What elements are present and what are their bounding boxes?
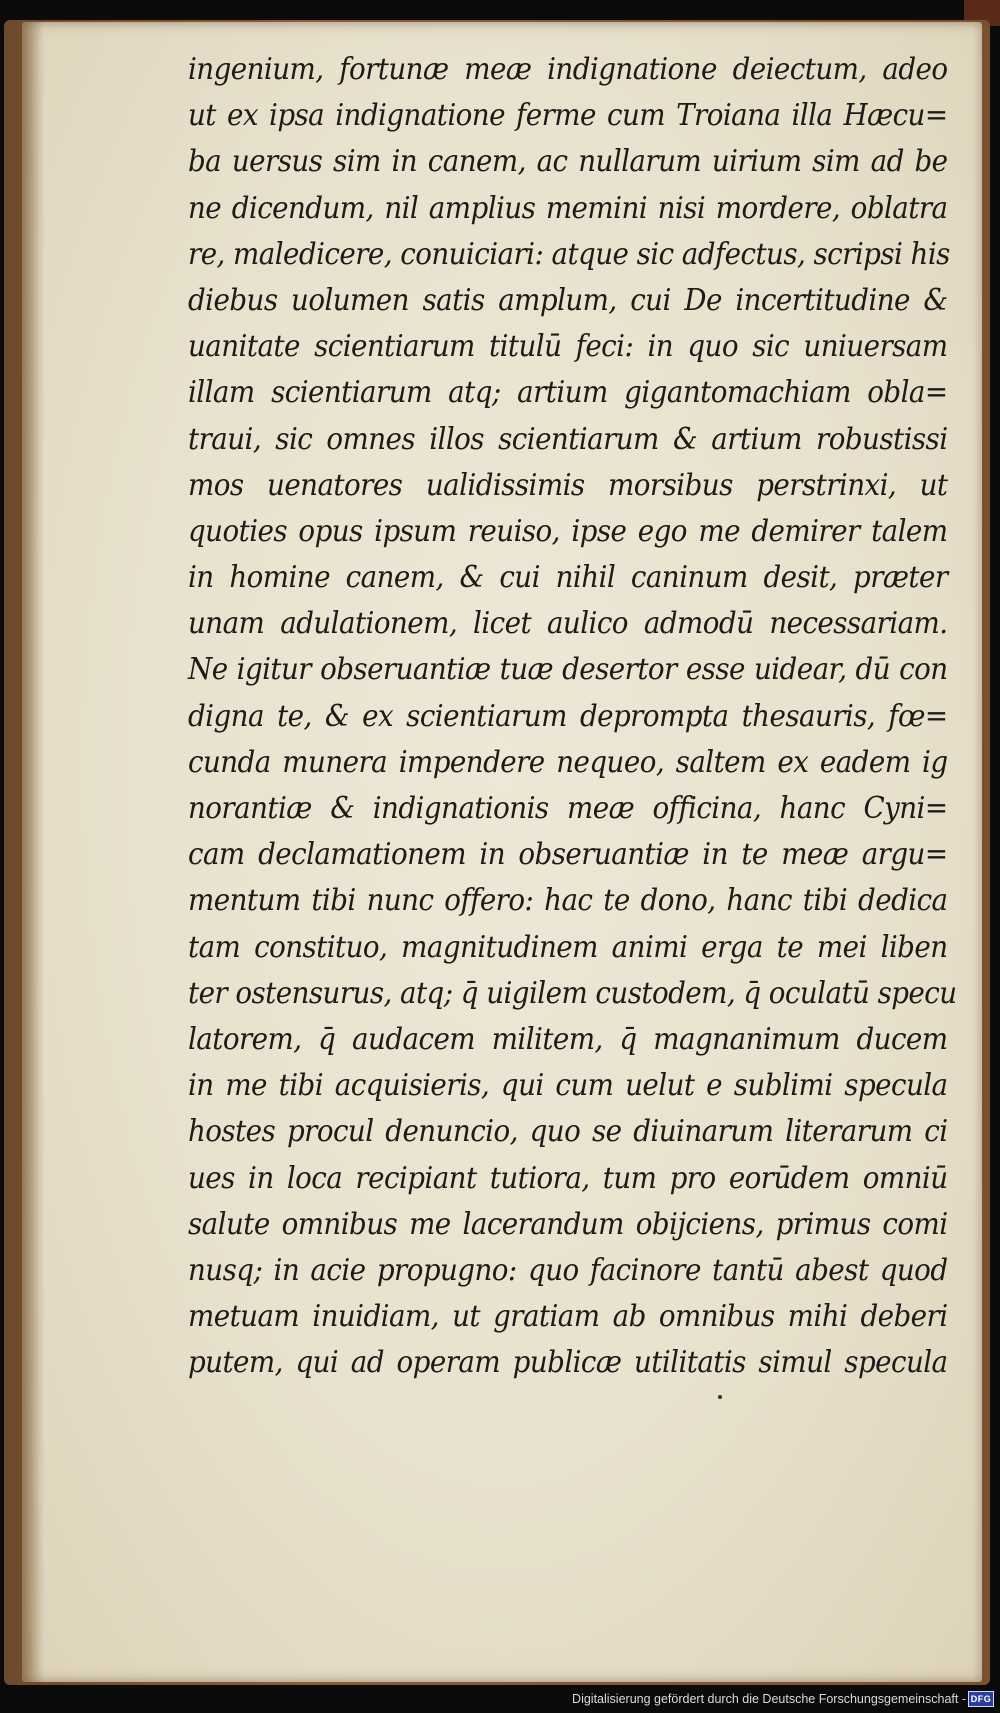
text-line: cam declamationem in obseruantiæ in te meæ argu= [188, 837, 948, 872]
text-line: hostes procul denuncio, quo se diuinarum literarum ci [188, 1114, 948, 1149]
dfg-logo-icon: DFG [968, 1691, 994, 1707]
text-line: traui, sic omnes illos scientiarum & artium robustissi [188, 421, 948, 456]
text-line: salute omnibus me lacerandum obijciens, primus comi [188, 1206, 948, 1241]
text-line: digna te, & ex scientiarum deprompta thesauris, fœ= [188, 698, 948, 733]
text-line: mentum tibi nunc offero: hac te dono, hanc tibi dedica [188, 883, 948, 918]
text-line: cunda munera impendere nequeo, saltem ex eadem ig [188, 744, 948, 779]
text-line: ues in loca recipiant tutiora, tum pro eorūdem omniū [188, 1160, 948, 1195]
text-line: putem, qui ad operam publicæ utilitatis simul specula [188, 1345, 948, 1380]
text-line: norantiæ & indignationis meæ officina, hanc Cyni= [188, 791, 948, 825]
funding-credit-text: Digitalisierung gefördert durch die Deutsche Forschungsgemeinschaft - [572, 1692, 966, 1706]
text-line: ne dicendum, nil amplius memini nisi mordere, oblatra [188, 190, 948, 225]
text-line: ba uersus sim in canem, ac nullarum uirium sim ad be [188, 144, 948, 179]
page-gutter-shadow [22, 22, 44, 1682]
text-line: diebus uolumen satis amplum, cui De incertitudine & [188, 282, 948, 317]
text-line: metuam inuidiam, ut gratiam ab omnibus mihi deberi [188, 1299, 948, 1334]
text-line: unam adulationem, licet aulico admodū necessariam. [188, 606, 948, 641]
latin-text-body [188, 46, 957, 1385]
text-line: Ne igitur obseruantiæ tuæ desertor esse uidear, dū con [188, 652, 948, 687]
text-line: ingenium, fortunæ meæ indignatione deiectum, adeo [188, 52, 948, 86]
text-line: in me tibi acquisieris, qui cum uelut e sublimi specula [188, 1068, 948, 1103]
text-line: tam constituo, magnitudinem animi erga te mei liben [188, 929, 948, 964]
ink-speck [718, 1395, 722, 1399]
text-line: ut ex ipsa indignatione ferme cum Troiana illa Hæcu= [188, 98, 948, 133]
text-line: quoties opus ipsum reuiso, ipse ego me demirer talem [188, 513, 948, 548]
text-line: uanitate scientiarum titulū feci: in quo sic uniuersam [188, 329, 948, 364]
text-line: mos uenatores ualidissimis morsibus perstrinxi, ut [188, 467, 948, 502]
text-line: latorem, q̄ audacem militem, q̄ magnanimum ducem [188, 1021, 948, 1056]
text-line: in homine canem, & cui nihil caninum desit, præter [188, 560, 948, 595]
digitization-footer [0, 1685, 1000, 1713]
text-line: illam scientiarum atq; artium gigantomachiam obla= [188, 375, 948, 410]
text-line: nusq; in acie propugno: quo facinore tantū abest quod [188, 1252, 948, 1287]
text-line: re, maledicere, conuiciari: atque sic adfectus, scripsi his [188, 236, 950, 271]
text-line: ter ostensurus, atq; q̄ uigilem custodem, q̄ oculatū specu [188, 975, 957, 1010]
